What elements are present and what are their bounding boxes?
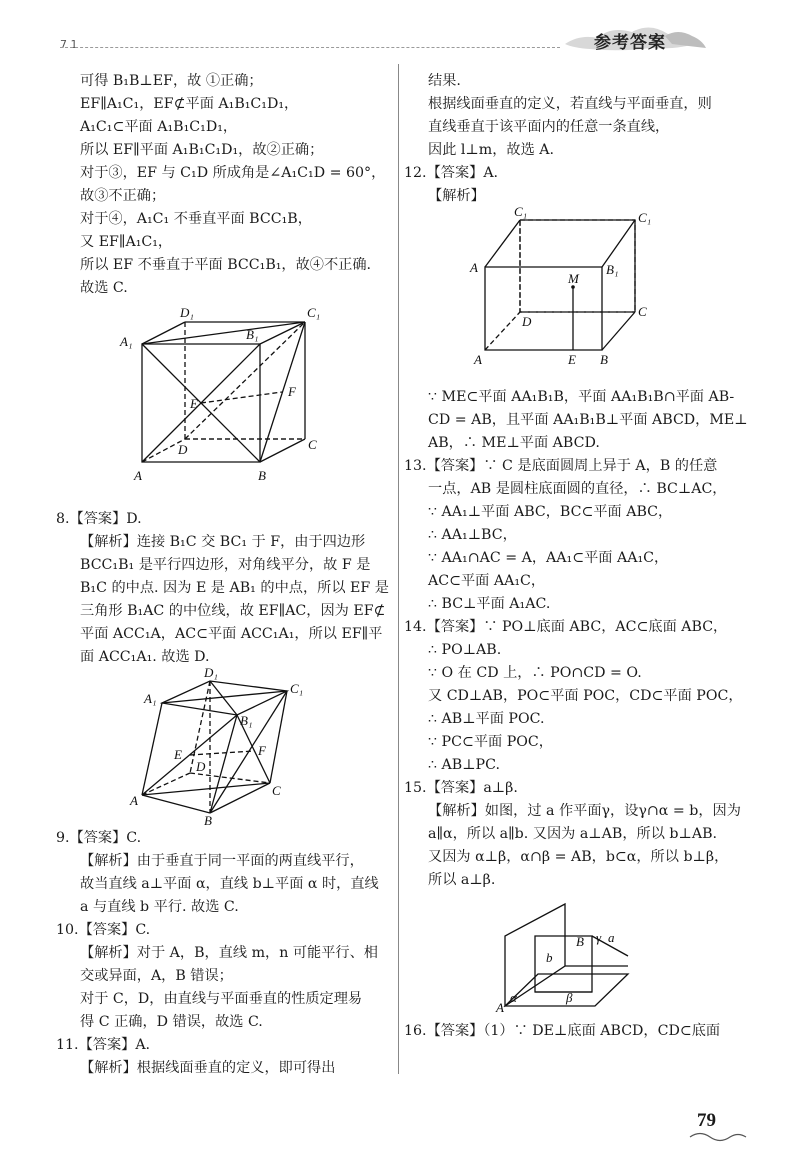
label-D1: D₁ (180, 305, 194, 320)
column-divider (398, 64, 399, 1074)
text-line: 所以 a⊥β. (428, 872, 496, 888)
text-line: 三角形 B₁AC 的中位线，故 EF∥AC，因为 EF⊄ (80, 603, 386, 619)
text-line: ∵ PC⊂平面 POC， (428, 734, 553, 750)
text-line: AB，∴ ME⊥平面 ABCD. (428, 435, 600, 451)
answer-8: 8.【答案】D. (56, 511, 142, 527)
label-beta: β (566, 990, 573, 1005)
header-rule (60, 47, 560, 48)
label-B: B (204, 813, 212, 828)
answer-15: 15.【答案】a⊥β. (404, 780, 518, 796)
text-line: 得 C 正确，D 错误，故选 C. (80, 1014, 263, 1030)
text-line: B₁C 的中点. 因为 E 是 AB₁ 的中点，所以 EF 是 (80, 580, 389, 596)
label-M: M (568, 271, 579, 286)
label-a: a (608, 930, 615, 945)
header-marks: 7 1 (60, 38, 78, 51)
planes-figure-4 (410, 896, 740, 1016)
text-line: 【解析】连接 B₁C 交 BC₁ 于 F，由于四边形 (80, 534, 366, 550)
text-line: 所以 EF∥平面 A₁B₁C₁D₁，故②正确； (80, 142, 324, 158)
cube-figure-1 (62, 304, 392, 504)
text-line: 故当直线 a⊥平面 α，直线 b⊥平面 α 时，直线 (80, 876, 379, 892)
text-line: ∴ PO⊥AB. (428, 642, 502, 658)
text-line: 对于③，EF 与 C₁D 所成角是∠A₁C₁D = 60°， (80, 165, 386, 181)
label-F: F (288, 384, 296, 399)
text-line: 可得 B₁B⊥EF，故 ①正确； (80, 73, 263, 89)
text-line: 结果. (428, 73, 461, 89)
header-title: 参考答案 (594, 33, 666, 53)
text-line: AC⊂平面 AA₁C， (428, 573, 546, 589)
right-column (404, 70, 748, 1043)
text-line: 故③不正确； (80, 188, 166, 204)
text-line: EF∥A₁C₁，EF⊄平面 A₁B₁C₁D₁， (80, 96, 299, 112)
text-line: 又 CD⊥AB，PO⊂平面 POC，CD⊂平面 POC， (428, 688, 743, 704)
answer-10: 10.【答案】C. (56, 922, 151, 938)
text-line: 平面 ACC₁A，AC⊂平面 ACC₁A₁，所以 EF∥平 (80, 626, 383, 642)
label-B: B (600, 352, 608, 367)
text-line: 【解析】由于垂直于同一平面的两直线平行， (80, 853, 364, 869)
label-A1: A (470, 260, 478, 275)
label-F: F (258, 743, 266, 758)
text-line: 对于④，A₁C₁ 不垂直平面 BCC₁B， (80, 211, 312, 227)
text-line: BCC₁B₁ 是平行四边形，对角线平分，故 F 是 (80, 557, 371, 573)
text-line: 又 EF∥A₁C₁， (80, 234, 173, 250)
text-line: 对于 C，D，由直线与平面垂直的性质定理易 (80, 991, 363, 1007)
label-C1: C₁ (514, 204, 528, 219)
label-E: E (568, 352, 576, 367)
label-C1: C₁ (307, 305, 321, 320)
label-B: B (258, 468, 266, 483)
label-D1: D₁ (204, 665, 218, 680)
text-line: 又因为 α⊥β，α∩β = AB，b⊂α，所以 b⊥β， (428, 849, 729, 865)
label-D: D (522, 314, 532, 329)
text-line: 一点，AB 是圆柱底面圆的直径，∴ BC⊥AC， (428, 481, 727, 497)
page-ornament-icon (688, 1130, 748, 1144)
answer-14: 14.【答案】∵ PO⊥底面 ABC，AC⊂底面 ABC， (404, 619, 728, 635)
answer-16: 16.【答案】（1）∵ DE⊥底面 ABCD，CD⊂底面 (404, 1023, 721, 1039)
label-A: A (134, 468, 142, 483)
text-line: 【解析】 (428, 188, 485, 204)
text-line: 故选 C. (80, 280, 128, 296)
text-line: 直线垂直于该平面内的任意一条直线， (428, 119, 670, 135)
label-C1: C₁ (290, 681, 304, 696)
answer-11: 11.【答案】A. (56, 1037, 151, 1053)
label-C1-right: C₁ (638, 210, 652, 225)
answer-12: 12.【答案】A. (404, 165, 499, 181)
text-line: 【解析】对于 A，B，直线 m，n 可能平行、相 (80, 945, 378, 961)
text-line: a∥α，所以 a∥b. 又因为 a⊥AB，所以 b⊥AB. (428, 826, 718, 842)
text-line: ∴ AB⊥PC. (428, 757, 500, 773)
label-D: D (178, 442, 188, 457)
label-A: A (474, 352, 482, 367)
label-B1: B₁ (240, 713, 253, 728)
text-line: A₁C₁⊂平面 A₁B₁C₁D₁， (80, 119, 238, 135)
text-line: 交或异面，A，B 错误； (80, 968, 233, 984)
label-B1: B₁ (246, 327, 259, 342)
label-B1: B₁ (606, 262, 619, 277)
answer-13: 13.【答案】∵ C 是底面圆周上异于 A，B 的任意 (404, 458, 718, 474)
text-line: ∵ O 在 CD 上，∴ PO∩CD = O. (428, 665, 642, 681)
label-A: A (130, 793, 138, 808)
label-A: A (496, 1000, 504, 1015)
text-line: ∵ AA₁∩AC = A，AA₁⊂平面 AA₁C， (428, 550, 669, 566)
label-b: b (546, 950, 553, 965)
label-D: D (196, 759, 206, 774)
answer-9: 9.【答案】C. (56, 830, 142, 846)
label-C: C (272, 783, 281, 798)
text-line: ∵ AA₁⊥平面 ABC，BC⊂平面 ABC， (428, 504, 673, 520)
label-alpha: α (510, 990, 517, 1005)
label-C: C (308, 437, 317, 452)
text-line: a 与直线 b 平行. 故选 C. (80, 899, 239, 915)
label-C: C (638, 304, 647, 319)
text-line: 【解析】根据线面垂直的定义，即可得出 (80, 1060, 336, 1076)
cube-figure-3 (410, 204, 740, 382)
left-column (56, 70, 392, 1080)
prism-figure-2 (62, 665, 392, 828)
text-line: 根据线面垂直的定义，若直线与平面垂直，则 (428, 96, 712, 112)
text-line: 因此 l⊥m，故选 A. (428, 142, 555, 158)
label-B: B (576, 934, 584, 949)
text-line: ∴ AB⊥平面 POC. (428, 711, 545, 727)
label-A1: A₁ (120, 334, 133, 349)
text-line: ∴ AA₁⊥BC， (428, 527, 517, 543)
label-A1: A₁ (144, 691, 157, 706)
text-line: 面 ACC₁A₁. 故选 D. (80, 649, 210, 665)
text-line: CD = AB，且平面 AA₁B₁B⊥平面 ABCD，ME⊥ (428, 412, 748, 428)
label-E: E (190, 396, 198, 411)
page-number: 79 (697, 1110, 716, 1131)
label-E: E (174, 747, 182, 762)
text-line: ∴ BC⊥平面 A₁AC. (428, 596, 551, 612)
text-line: 所以 EF 不垂直于平面 BCC₁B₁，故④不正确. (80, 257, 372, 273)
label-gamma: γ (596, 930, 602, 945)
text-line: ∵ ME⊂平面 AA₁B₁B，平面 AA₁B₁B∩平面 AB- (428, 389, 735, 405)
text-line: 【解析】如图，过 a 作平面γ，设γ∩α = b，因为 (428, 803, 741, 819)
